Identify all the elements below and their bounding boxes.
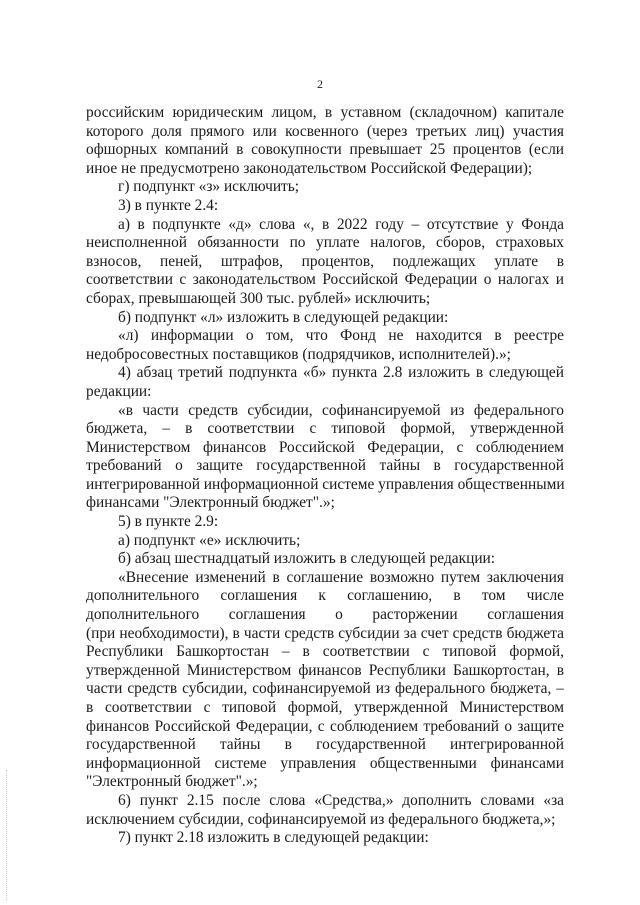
- text-line: Министерством финансов Российской Федерации, с соблюдением: [86, 438, 564, 456]
- text-line: государственной тайны в государственной интегрированной: [86, 736, 564, 754]
- text-line: взносов, пеней, штрафов, процентов, подлежащих уплате в: [86, 252, 564, 270]
- text-line: в соответствии с типовой формой, утвержденной Министерством: [86, 699, 564, 716]
- text-line: 5) в пункте 2.9:: [118, 513, 219, 531]
- text-line: сборах, превышающей 300 тыс. рублей» исключить;: [86, 289, 431, 307]
- text-line: 7) пункт 2.18 изложить в следующей редакции:: [118, 829, 429, 847]
- text-line: российским юридическим лицом, в уставном (складочном) капитале: [86, 104, 564, 121]
- text-line: иное не предусмотрено законодательством Российской Федерации);: [86, 159, 533, 177]
- text-line: неисполненной обязанности по уплате налогов, сборов, страховых: [86, 234, 564, 252]
- text-line: 4) абзац третий подпункта «б» пункта 2.8 изложить в следующей: [118, 364, 564, 382]
- text-line: Республики Башкортостан – в соответствии с типовой формой,: [86, 643, 564, 661]
- text-line: информационной системе управления общественными финансами: [86, 754, 564, 772]
- text-line: недобросовестных поставщиков (подрядчиков, исполнителей).»;: [86, 345, 511, 363]
- page-number: 2: [317, 77, 323, 91]
- text-line: которого доля прямого или косвенного (через третьих лиц) участия: [86, 122, 564, 140]
- text-line: части средств субсидии, софинансируемой из федерального бюджета, –: [86, 680, 564, 698]
- text-line: требований о защите государственной тайны в государственной: [86, 457, 564, 475]
- text-line: 3) в пункте 2.4:: [118, 196, 219, 214]
- text-line: финансов Российской Федерации, с соблюдением требований о защите: [86, 717, 564, 735]
- text-line: офшорных компаний в совокупности превышает 25 процентов (если: [86, 141, 564, 159]
- text-line: (при необходимости), в части средств субсидии за счет средств бюджета: [86, 624, 564, 642]
- text-line: «в части средств субсидии, софинансируемой из федерального: [118, 401, 564, 419]
- document-body: [86, 104, 564, 848]
- text-line: дополнительного соглашения о расторжении соглашения: [86, 606, 564, 624]
- text-line: соответствии с законодательством Российской Федерации о налогах и: [86, 271, 564, 289]
- text-line: 6) пункт 2.15 после слова «Средства,» дополнить словами «за: [118, 791, 564, 809]
- text-line: бюджета, – в соответствии с типовой формой, утвержденной: [86, 420, 564, 438]
- text-line: б) абзац шестнадцатый изложить в следующей редакции:: [118, 550, 496, 568]
- text-line: «Внесение изменений в соглашение возможно путем заключения: [118, 568, 564, 586]
- text-line: б) подпункт «л» изложить в следующей редакции:: [118, 308, 449, 326]
- text-line: исключением субсидии, софинансируемой из федерального бюджета,»;: [86, 810, 556, 828]
- text-line: интегрированной информационной системе управления общественными: [86, 475, 565, 493]
- text-line: дополнительного соглашения к соглашению, в том числе: [86, 587, 564, 605]
- text-line: а) подпункт «е» исключить;: [118, 531, 301, 549]
- text-line: г) подпункт «з» исключить;: [118, 178, 300, 196]
- text-line: редакции:: [86, 382, 152, 400]
- scan-margin-marks: [6, 770, 11, 900]
- text-line: "Электронный бюджет".»;: [86, 773, 258, 791]
- text-line: а) в подпункте «д» слова «, в 2022 году – отсутствие у Фонда: [118, 215, 564, 233]
- text-line: утвержденной Министерством финансов Республики Башкортостан, в: [86, 661, 564, 679]
- text-line: финансами "Электронный бюджет".»;: [86, 494, 335, 512]
- text-line: «л) информации о том, что Фонд не находится в реестре: [118, 327, 564, 345]
